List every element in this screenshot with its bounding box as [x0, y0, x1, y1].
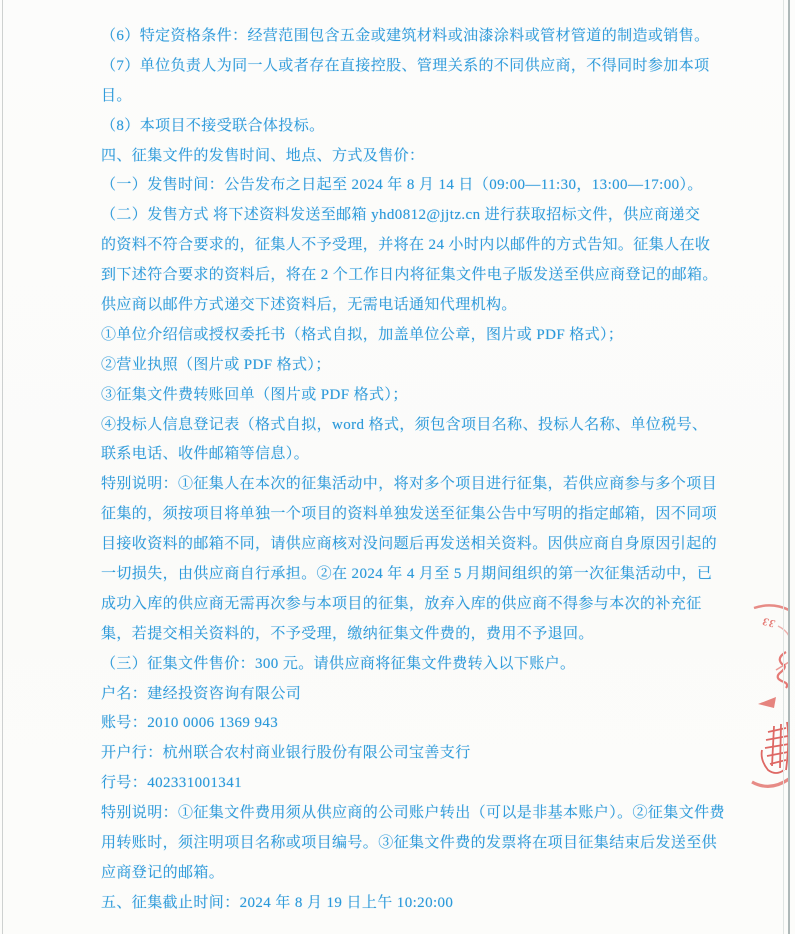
- doc-line: 联系电话、收件邮箱等信息）。: [101, 446, 310, 463]
- doc-line: （8）本项目不接受联合体投标。: [101, 117, 325, 134]
- doc-line: 一切损失，由供应商自行承担。②在 2024 年 4 月至 5 月期间组织的第一次征集活动中，已: [101, 566, 713, 583]
- doc-line-special-note-1: 特别说明：①征集人在本次的征集活动中，将对多个项目进行征集，若供应商参与多个项目: [101, 476, 718, 493]
- page-right-edge-line-inner: [783, 0, 784, 934]
- doc-line-item-3: ③征集文件费转账回单（图片或 PDF 格式）；: [101, 386, 408, 403]
- page-right-edge-line-outer: [788, 0, 790, 934]
- doc-line: 集，若提交相关资料的，不予受理，缴纳征集文件费的，费用不予退回。: [101, 625, 594, 642]
- doc-line-item-1: ①单位介绍信或授权委托书（格式自拟，加盖单位公章，图片或 PDF 格式）；: [101, 326, 624, 343]
- doc-line-special-note-2: 特别说明：①征集文件费用须从供应商的公司账户转出（可以是非基本账户）。②征集文件费: [101, 805, 725, 822]
- doc-line-bank-number: 行号：402331001341: [101, 775, 243, 792]
- page-left-edge-line: [2, 0, 3, 934]
- document-body: [101, 22, 725, 919]
- doc-line: 用转账时，须注明项目名称或项目编号。③征集文件费的发票将在项目征集结束后发送至供: [101, 835, 718, 852]
- seal-number-fragment: 33: [759, 614, 778, 630]
- doc-line-account-number: 账号：2010 0006 1369 943: [101, 715, 279, 732]
- doc-line: 征集的，须按项目将单独一个项目的资料单独发送至征集公告中写明的指定邮箱，因不同项: [101, 506, 718, 523]
- doc-line-sale-method: （二）发售方式 将下述资料发送至邮箱 yhd0812@jjtz.cn 进行获取招标文件，供应商递交: [101, 207, 701, 224]
- doc-line-item-2: ②营业执照（图片或 PDF 格式）；: [101, 356, 331, 373]
- doc-line: 应商登记的邮箱。: [101, 864, 225, 881]
- doc-line-sale-time: （一）发售时间：公告发布之日起至 2024 年 8 月 14 日（09:00—11:30，13:00—17:00）。: [101, 177, 703, 194]
- doc-line: 供应商以邮件方式递交下述资料后，无需电话通知代理机构。: [101, 297, 517, 314]
- doc-line: 成功入库的供应商无需再次参与本项目的征集，放弃入库的供应商不得参与本次的补充征: [101, 595, 702, 612]
- doc-line-bank-name: 开户行：杭州联合农村商业银行股份有限公司宝善支行: [101, 745, 471, 762]
- doc-line-item-4: ④投标人信息登记表（格式自拟，word 格式，须包含项目名称、投标人名称、单位税号、: [101, 416, 708, 433]
- doc-line-section-5-deadline: 五、征集截止时间：2024 年 8 月 19 日上午 10:20:00: [101, 894, 454, 911]
- doc-line-section-4-heading: 四、征集文件的发售时间、地点、方式及售价：: [101, 147, 425, 164]
- doc-line: 目接收资料的邮箱不同，请供应商核对没问题后再发送相关资料。因供应商自身原因引起的: [101, 536, 718, 553]
- doc-line: 的资料不符合要求的，征集人不予受理，并将在 24 小时内以邮件的方式告知。征集人在收: [101, 237, 711, 254]
- doc-line: （7）单位负责人为同一人或者存在直接控股、管理关系的不同供应商，不得同时参加本项: [101, 57, 710, 74]
- doc-line-account-name: 户名：建经投资咨询有限公司: [101, 685, 302, 702]
- doc-line-doc-price: （三）征集文件售价：300 元。请供应商将征集文件费转入以下账户。: [101, 655, 576, 672]
- doc-line: 到下述符合要求的资料后，将在 2 个工作日内将征集文件电子版发送至供应商登记的邮箱。: [101, 267, 718, 284]
- doc-line: 目。: [101, 87, 132, 104]
- doc-line: （6）特定资格条件：经营范围包含五金或建筑材料或油漆涂料或管材管道的制造或销售。: [101, 28, 710, 44]
